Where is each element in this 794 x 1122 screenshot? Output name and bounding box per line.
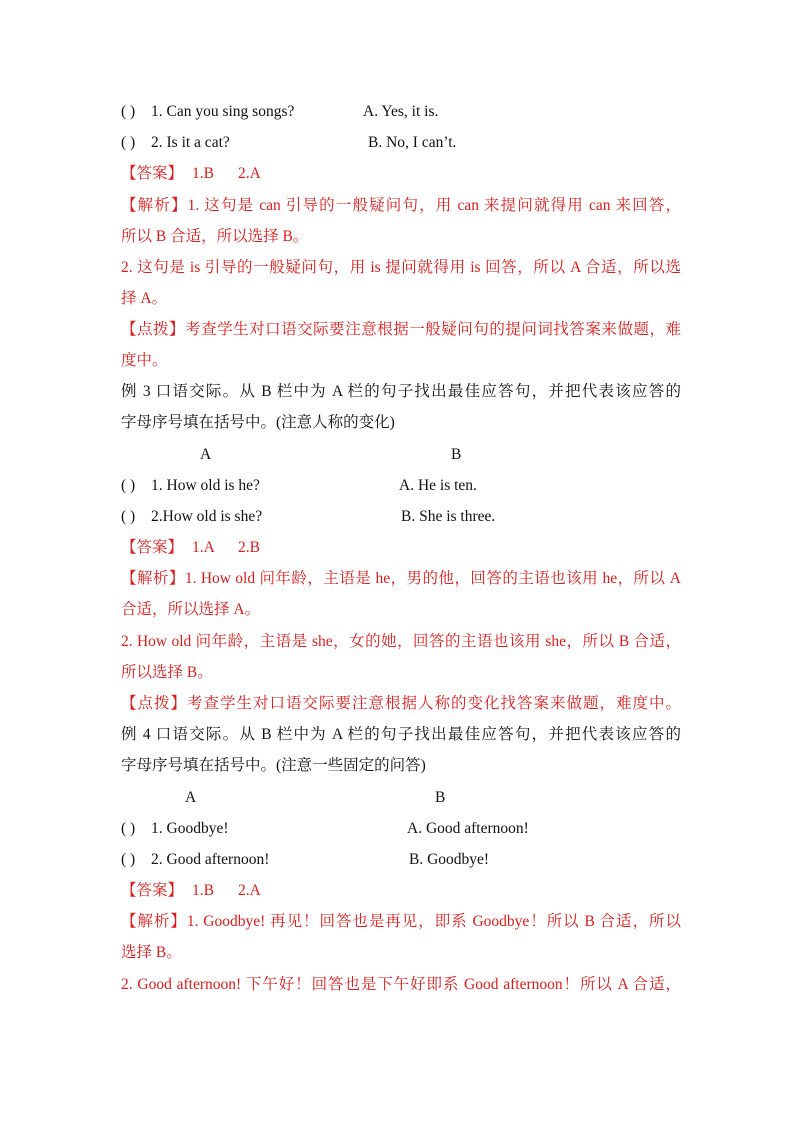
ex3-question-1 [121, 474, 681, 498]
answer-blank: ( ) [121, 134, 136, 151]
ex3-analysis-line: 2. How old 问年龄，主语是 she，女的她，回答的主语也该用 she，所以 B 合适， [121, 633, 681, 650]
answer-value-2: 2.A [238, 165, 261, 182]
ex2-tip-line: 度中。 [121, 352, 168, 369]
ex2-answer [121, 162, 681, 186]
ex4-question-1 [121, 817, 681, 841]
option-text: A. Good afternoon! [407, 820, 529, 837]
question-text: 2.How old is she? [151, 508, 263, 525]
option-text: B. Goodbye! [409, 851, 490, 868]
answer-blank: ( ) [121, 820, 136, 837]
ex2-question-2 [121, 131, 681, 155]
answer-label: 【答案】 [121, 165, 184, 182]
column-b-header: B [435, 789, 446, 806]
question-text: 2. Is it a cat? [151, 134, 230, 151]
answer-label: 【答案】 [121, 882, 184, 899]
ex3-analysis-line: 所以选择 B。 [121, 664, 213, 681]
answer-blank: ( ) [121, 103, 136, 120]
ex2-question-1 [121, 100, 681, 124]
ex3-analysis-line: 合适，所以选择 A。 [121, 601, 261, 618]
answer-label: 【答案】 [121, 539, 184, 556]
ex4-analysis-line: 选择 B。 [121, 944, 182, 961]
ex3-tip-line: 【点拨】考查学生对口语交际要注意根据人称的变化找答案来做题，难度中。 [121, 695, 681, 712]
ex4-title: 例 4 口语交际。从 B 栏中为 A 栏的句子找出最佳应答句，并把代表该应答的 [121, 726, 681, 743]
answer-blank: ( ) [121, 508, 136, 525]
option-text: A. He is ten. [399, 477, 477, 494]
question-text: 2. Good afternoon! [151, 851, 270, 868]
ex3-answer [121, 536, 681, 560]
column-a-header: A [185, 789, 197, 806]
ex3-title: 字母序号填在括号中。(注意人称的变化) [121, 414, 395, 431]
ex2-analysis-line: 2. 这句是 is 引导的一般疑问句，用 is 提问就得用 is 回答，所以 A 合适，所以选 [121, 259, 681, 276]
question-text: 1. Goodbye! [151, 820, 229, 837]
ex2-analysis-line: 择 A。 [121, 290, 168, 307]
ex4-column-headers [121, 786, 681, 810]
option-text: A. Yes, it is. [363, 103, 439, 120]
column-a-header: A [200, 446, 212, 463]
ex2-tip-line: 【点拨】考查学生对口语交际要注意根据一般疑问句的提问词找答案来做题，难 [121, 321, 681, 338]
option-text: B. No, I can’t. [368, 134, 457, 151]
answer-value-2: 2.A [238, 882, 261, 899]
question-text: 1. How old is he? [151, 477, 260, 494]
answer-blank: ( ) [121, 851, 136, 868]
ex2-analysis-line: 【解析】1. 这句是 can 引导的一般疑问句，用 can 来提问就得用 can 来回答， [121, 197, 681, 214]
ex3-question-2 [121, 505, 681, 529]
answer-value-1: 1.B [192, 165, 214, 182]
ex3-title: 例 3 口语交际。从 B 栏中为 A 栏的句子找出最佳应答句，并把代表该应答的 [121, 383, 681, 400]
column-b-header: B [451, 446, 462, 463]
ex4-analysis-line: 2. Good afternoon! 下午好！回答也是下午好即系 Good afternoon！所以 A 合适， [121, 976, 681, 993]
ex4-analysis-line: 【解析】1. Goodbye! 再见！回答也是再见，即系 Goodbye！所以 B 合适，所以 [121, 913, 681, 930]
ex4-answer [121, 879, 681, 903]
answer-value-2: 2.B [238, 539, 260, 556]
option-text: B. She is three. [401, 508, 496, 525]
answer-value-1: 1.A [192, 539, 215, 556]
ex4-question-2 [121, 848, 681, 872]
ex3-column-headers [121, 443, 681, 467]
answer-blank: ( ) [121, 477, 136, 494]
ex4-title: 字母序号填在括号中。(注意一些固定的问答) [121, 757, 426, 774]
ex2-analysis-line: 所以 B 合适，所以选择 B。 [121, 228, 309, 245]
ex3-analysis-line: 【解析】1. How old 问年龄，主语是 he，男的他，回答的主语也该用 he，所以 A [121, 570, 681, 587]
question-text: 1. Can you sing songs? [151, 103, 295, 120]
answer-value-1: 1.B [192, 882, 214, 899]
